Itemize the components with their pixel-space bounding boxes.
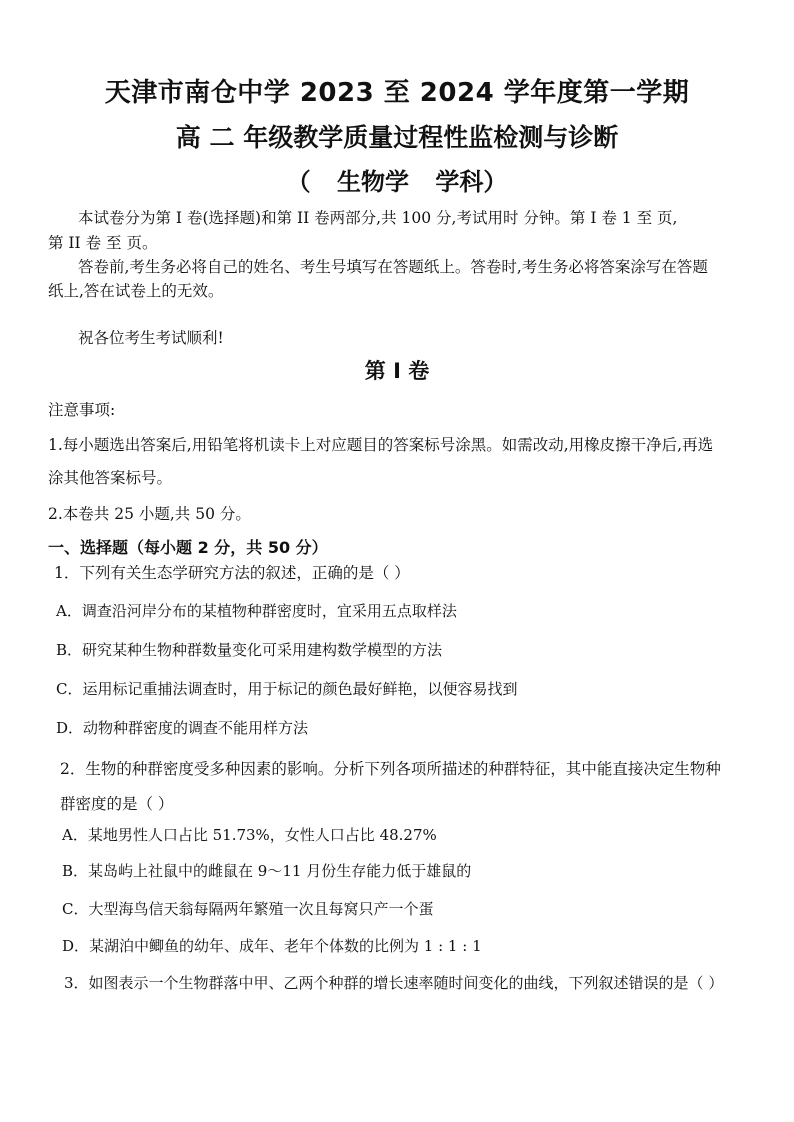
- question-2-stem-line-2: 群密度的是（ ）: [60, 795, 174, 813]
- question-2-option-b: B．某岛屿上社鼠中的雌鼠在 9～11 月份生存能力低于雄鼠的: [62, 862, 472, 880]
- section-title: 第 I 卷: [364, 359, 430, 383]
- exam-title-school: 天津市南仓中学 2023 至 2024 学年度第一学期: [104, 78, 690, 108]
- note-item-2: 2.本卷共 25 小题,共 50 分。: [48, 505, 251, 523]
- exam-title-subject: （ 生物学 学科）: [286, 168, 508, 196]
- question-2-option-d: D．某湖泊中鲫鱼的幼年、成年、老年个体数的比例为 1 : 1 : 1: [62, 937, 482, 955]
- intro-line-1: 本试卷分为第 I 卷(选择题)和第 II 卷两部分,共 100 分,考试用时 分钟。第 I 卷 1 至 页,: [78, 209, 678, 227]
- intro-line-3: 答卷前,考生务必将自己的姓名、考生号填写在答题纸上。答卷时,考生务必将答案涂写在答题: [78, 258, 708, 276]
- question-3-stem: 3．如图表示一个生物群落中甲、乙两个种群的增长速率随时间变化的曲线，下列叙述错误的是（ ）: [64, 974, 724, 992]
- question-1-option-c: C．运用标记重捕法调查时，用于标记的颜色最好鲜艳，以便容易找到: [56, 680, 518, 698]
- intro-wish: 祝各位考生考试顺利!: [78, 329, 224, 347]
- question-1-option-d: D．动物种群密度的调查不能用样方法: [56, 719, 309, 737]
- question-2-option-c: C．大型海鸟信天翁每隔两年繁殖一次且每窝只产一个蛋: [62, 900, 434, 918]
- note-item-1-line-1: 1.每小题选出答案后,用铅笔将机读卡上对应题目的答案标号涂黑。如需改动,用橡皮擦干净后,再选: [48, 436, 714, 454]
- question-1-option-b: B．研究某种生物种群数量变化可采用建构数学模型的方法: [56, 641, 443, 659]
- note-item-1-line-2: 涂其他答案标号。: [48, 469, 173, 487]
- question-2-option-a: A．某地男性人口占比 51.73%，女性人口占比 48.27%: [62, 826, 437, 844]
- part1-heading: 一、选择题（每小题 2 分，共 50 分）: [48, 538, 328, 557]
- intro-line-2: 第 II 卷 至 页。: [48, 234, 158, 252]
- intro-line-4: 纸上,答在试卷上的无效。: [48, 282, 224, 300]
- notes-heading: 注意事项:: [48, 401, 116, 419]
- exam-title-grade: 高 二 年级教学质量过程性监检测与诊断: [175, 123, 619, 152]
- question-2-stem-line-1: 2．生物的种群密度受多种因素的影响。分析下列各项所描述的种群特征，其中能直接决定生物种: [60, 760, 721, 778]
- question-1-stem: 1．下列有关生态学研究方法的叙述，正确的是（ ）: [54, 564, 410, 582]
- question-1-option-a: A．调查沿河岸分布的某植物种群密度时，宜采用五点取样法: [56, 602, 457, 620]
